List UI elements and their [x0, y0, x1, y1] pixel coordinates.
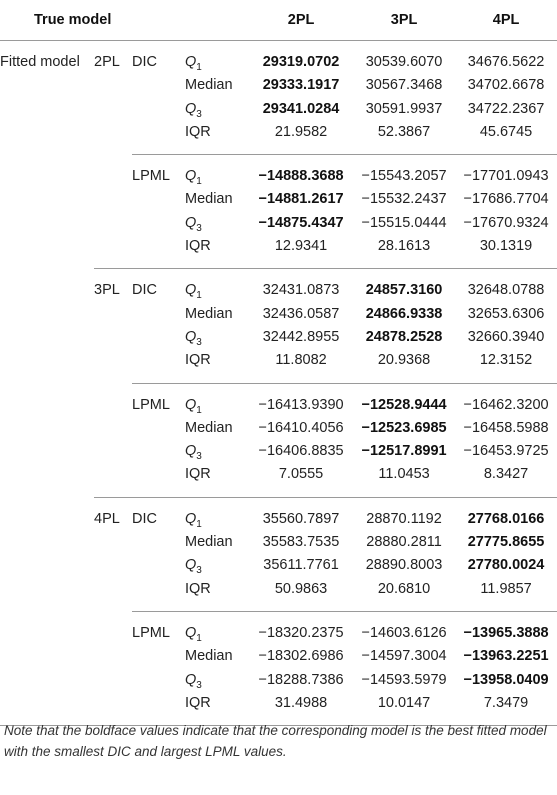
fitted-model-label [0, 212, 94, 235]
value-cell: −15543.2057 [353, 155, 455, 189]
statistic-label [185, 531, 249, 554]
value-cell: 27780.0024 [467, 557, 545, 574]
fitted-model-name [94, 121, 132, 155]
statistic-subscript: 1 [196, 61, 202, 73]
criterion-label [132, 578, 185, 612]
table-row [0, 121, 557, 155]
fitted-model-name [94, 74, 132, 97]
value-cell: −14593.5979 [361, 671, 447, 688]
statistic-label [185, 212, 249, 235]
value-cell: 11.9857 [480, 580, 532, 597]
statistic-label [185, 440, 249, 463]
value-cell: 29319.0702 [249, 41, 353, 75]
value-cell: 34722.2367 [467, 100, 545, 117]
fitted-model-name [94, 349, 132, 383]
criterion-label: DIC [132, 497, 185, 531]
criterion-label [132, 212, 185, 235]
statistic-label [185, 326, 249, 349]
criterion-label: LPML [132, 611, 185, 645]
value-cell: 11.0453 [378, 466, 430, 483]
table-row [0, 41, 557, 75]
criterion-label [132, 235, 185, 269]
table-body [0, 41, 557, 726]
value-cell: −14888.3688 [249, 155, 353, 189]
statistic-name: IQR [185, 580, 211, 597]
value-cell: −17670.9324 [463, 214, 549, 231]
statistic-name: Median [185, 648, 233, 665]
value-cell: 20.9368 [377, 352, 431, 369]
value-cell: 32431.0873 [249, 269, 353, 303]
statistic-name: IQR [185, 694, 211, 711]
statistic-label [185, 554, 249, 577]
value-cell: −13965.3888 [455, 611, 557, 645]
table-row [0, 303, 557, 326]
value-cell: 20.6810 [377, 580, 431, 597]
value-cell: 28.1613 [377, 238, 431, 255]
fitted-model-label [0, 74, 94, 97]
value-cell: 30567.3468 [365, 77, 443, 94]
value-cell: −16410.4056 [258, 419, 344, 436]
table-row [0, 531, 557, 554]
value-cell: 34676.5622 [455, 41, 557, 75]
value-cell: −13958.0409 [463, 671, 549, 688]
value-cell: 11.8082 [275, 352, 327, 369]
fitted-model-label [0, 98, 94, 121]
value-cell: 28870.1192 [353, 497, 455, 531]
fitted-model-name [94, 155, 132, 189]
value-cell: 35560.7897 [249, 497, 353, 531]
table-row [0, 417, 557, 440]
fitted-model-label [0, 497, 94, 531]
value-cell: −14597.3004 [361, 648, 447, 665]
value-cell: 32660.3940 [467, 328, 545, 345]
statistic-subscript: 1 [196, 404, 202, 416]
criterion-label: DIC [132, 41, 185, 75]
table-row [0, 611, 557, 645]
fitted-model-label [0, 303, 94, 326]
value-cell: −12528.9444 [353, 383, 455, 417]
value-cell: −16453.9725 [463, 443, 549, 460]
fitted-model-label [0, 417, 94, 440]
criterion-label [132, 121, 185, 155]
fitted-model-name [94, 98, 132, 121]
fitted-model-name [94, 531, 132, 554]
statistic-name: IQR [185, 466, 211, 483]
value-cell: −15532.2437 [361, 191, 447, 208]
fitted-model-label [0, 326, 94, 349]
fitted-model-name [94, 235, 132, 269]
value-cell: 34702.6678 [467, 77, 545, 94]
value-cell: 30.1319 [479, 238, 533, 255]
value-cell: 10.0147 [353, 692, 455, 726]
value-cell: 28890.8003 [365, 557, 443, 574]
table-row [0, 74, 557, 97]
value-cell: 32653.6306 [467, 305, 545, 322]
value-cell: −18288.7386 [258, 671, 344, 688]
statistic-label [185, 235, 249, 269]
criterion-label [132, 417, 185, 440]
value-cell: 21.9582 [274, 123, 328, 140]
criterion-label: LPML [132, 383, 185, 417]
value-cell: −16406.8835 [258, 443, 344, 460]
value-cell: 24857.3160 [353, 269, 455, 303]
statistic-label [185, 349, 249, 383]
statistic-subscript: 1 [196, 632, 202, 644]
criterion-label [132, 303, 185, 326]
statistic-label [185, 98, 249, 121]
statistic-subscript: 3 [196, 565, 202, 577]
statistic-name: IQR [185, 123, 211, 140]
value-cell: 12.3152 [479, 352, 533, 369]
value-cell: 29333.1917 [262, 77, 340, 94]
fitted-model-name [94, 578, 132, 612]
fitted-model-label [0, 121, 94, 155]
criterion-label [132, 188, 185, 211]
table-row [0, 155, 557, 189]
statistic-label [185, 41, 249, 75]
statistic-label [185, 155, 249, 189]
value-cell: −15515.0444 [361, 214, 447, 231]
table-row [0, 554, 557, 577]
statistic-label [185, 74, 249, 97]
criterion-label [132, 531, 185, 554]
statistic-name: Median [185, 77, 233, 94]
value-cell: 35583.7535 [262, 534, 340, 551]
fitted-model-label [0, 611, 94, 645]
statistic-name: Q [185, 557, 197, 574]
statistic-label [185, 463, 249, 497]
statistic-name: Q [185, 54, 197, 70]
table-row [0, 349, 557, 383]
criterion-label [132, 349, 185, 383]
value-cell: 50.9863 [274, 580, 328, 597]
value-cell: 31.4988 [249, 692, 353, 726]
statistic-name: Q [185, 510, 197, 527]
value-cell: −12517.8991 [361, 443, 447, 460]
statistic-name: IQR [185, 238, 211, 255]
statistic-subscript: 3 [196, 336, 202, 348]
fitted-model-label [0, 188, 94, 211]
column-header-4pl: 4PL [492, 12, 520, 28]
value-cell: −18320.2375 [249, 611, 353, 645]
fitted-model-name [94, 645, 132, 668]
value-cell: −17701.0943 [455, 155, 557, 189]
column-header-2pl: 2PL [287, 12, 315, 28]
value-cell: 12.9341 [274, 238, 328, 255]
statistic-name: Q [185, 168, 197, 185]
value-cell: 52.3867 [377, 123, 431, 140]
statistic-label [185, 578, 249, 612]
statistic-name: Q [185, 624, 197, 641]
criterion-label [132, 326, 185, 349]
value-cell: 27768.0166 [455, 497, 557, 531]
value-cell: −12523.6985 [361, 419, 447, 436]
statistic-name: Q [185, 328, 197, 345]
value-cell: 32436.0587 [262, 305, 340, 322]
statistic-name: IQR [185, 352, 211, 369]
fitted-model-name [94, 303, 132, 326]
statistic-label [185, 669, 249, 692]
fitted-model-name: 3PL [94, 269, 132, 303]
statistic-label [185, 303, 249, 326]
value-cell: −16413.9390 [249, 383, 353, 417]
criterion-label: DIC [132, 269, 185, 303]
table-header-row [0, 0, 557, 41]
statistic-name: Q [185, 443, 197, 460]
value-cell: −14603.6126 [353, 611, 455, 645]
fitted-model-name [94, 326, 132, 349]
value-cell: 29341.0284 [262, 100, 340, 117]
fitted-model-name [94, 440, 132, 463]
value-cell: 24878.2528 [365, 328, 443, 345]
statistic-subscript: 1 [196, 290, 202, 302]
fitted-model-label [0, 440, 94, 463]
statistic-name: Median [185, 534, 233, 551]
fitted-model-name [94, 463, 132, 497]
statistic-label [185, 188, 249, 211]
statistic-name: Median [185, 419, 233, 436]
value-cell: 24866.9338 [365, 305, 443, 322]
value-cell: −14875.4347 [258, 214, 344, 231]
statistic-name: Median [185, 305, 233, 322]
value-cell: 35611.7761 [263, 557, 339, 574]
table-row [0, 383, 557, 417]
statistic-subscript: 3 [196, 222, 202, 234]
fitted-model-name [94, 554, 132, 577]
fitted-model-name: 2PL [94, 41, 132, 75]
statistic-name: Q [185, 282, 197, 299]
statistic-label [185, 497, 249, 531]
table-row [0, 578, 557, 612]
fitted-model-label [0, 554, 94, 577]
fitted-model-label [0, 269, 94, 303]
fitted-model-name [94, 188, 132, 211]
table-row [0, 98, 557, 121]
value-cell: 8.3427 [483, 466, 529, 483]
fitted-model-label [0, 463, 94, 497]
statistic-subscript: 3 [196, 108, 202, 120]
statistic-subscript: 3 [196, 451, 202, 463]
fitted-model-label [0, 349, 94, 383]
value-cell: −18302.6986 [258, 648, 344, 665]
true-model-header: True model [34, 12, 112, 28]
fitted-model-label [0, 235, 94, 269]
value-cell: 7.0555 [278, 466, 324, 483]
value-cell: 32648.0788 [455, 269, 557, 303]
fitted-model-label [0, 669, 94, 692]
statistic-name: Q [185, 214, 197, 231]
statistic-name: Median [185, 191, 233, 208]
table-row [0, 645, 557, 668]
fitted-model-label [0, 645, 94, 668]
statistic-label [185, 611, 249, 645]
table-row [0, 235, 557, 269]
criterion-label [132, 645, 185, 668]
fitted-model-name [94, 383, 132, 417]
statistic-name: Q [185, 396, 197, 413]
value-cell: 30591.9937 [365, 100, 443, 117]
table-row [0, 212, 557, 235]
statistic-label [185, 417, 249, 440]
column-header-3pl: 3PL [390, 12, 418, 28]
table-row [0, 269, 557, 303]
fitted-model-label: Fitted model [0, 41, 94, 75]
value-cell: 30539.6070 [353, 41, 455, 75]
value-cell: −17686.7704 [463, 191, 549, 208]
table-footnote: Note that the boldface values indicate that the corresponding model is the best fitted model with the smallest DIC and largest LPML values. [4, 723, 547, 759]
statistic-label [185, 269, 249, 303]
statistic-name: Q [185, 671, 197, 688]
value-cell: 28880.2811 [366, 534, 442, 551]
fitted-model-name [94, 417, 132, 440]
fitted-model-label [0, 531, 94, 554]
fitted-model-name [94, 611, 132, 645]
value-cell: −16462.3200 [455, 383, 557, 417]
value-cell: 45.6745 [479, 123, 533, 140]
statistic-name: Q [185, 100, 197, 117]
value-cell: −14881.2617 [258, 191, 344, 208]
statistic-subscript: 3 [196, 679, 202, 691]
statistic-label [185, 645, 249, 668]
criterion-label [132, 463, 185, 497]
criterion-label [132, 554, 185, 577]
table-row [0, 440, 557, 463]
value-cell: 7.3479 [455, 692, 557, 726]
fitted-model-name [94, 669, 132, 692]
fitted-model-label [0, 155, 94, 189]
fitted-model-label [0, 383, 94, 417]
fitted-model-label [0, 578, 94, 612]
value-cell: 32442.8955 [262, 328, 340, 345]
statistic-label [185, 121, 249, 155]
statistic-subscript: 1 [196, 518, 202, 530]
table-row [0, 326, 557, 349]
criterion-label [132, 74, 185, 97]
criterion-label [132, 98, 185, 121]
criterion-label [132, 440, 185, 463]
criterion-label [132, 669, 185, 692]
table-row [0, 669, 557, 692]
value-cell: −16458.5988 [463, 419, 549, 436]
fitted-model-name [94, 212, 132, 235]
table-row [0, 463, 557, 497]
fitted-model-name: 4PL [94, 497, 132, 531]
criterion-label: LPML [132, 155, 185, 189]
value-cell: −13963.2251 [463, 648, 549, 665]
table-row [0, 497, 557, 531]
statistic-label [185, 383, 249, 417]
statistic-subscript: 1 [196, 176, 202, 188]
table-row [0, 188, 557, 211]
value-cell: 27775.8655 [467, 534, 545, 551]
